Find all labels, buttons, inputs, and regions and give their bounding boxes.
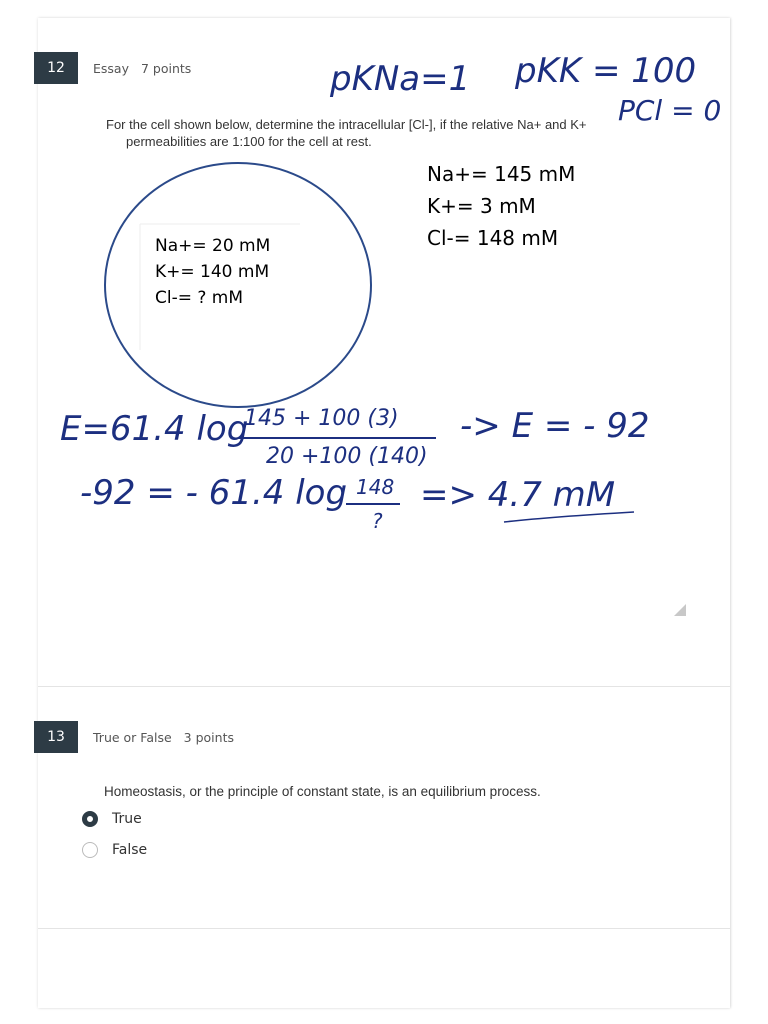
answer-option-label: False	[112, 842, 148, 858]
question-number-badge	[34, 721, 78, 753]
outside-k: K+= 3 mM	[427, 194, 536, 218]
question-type: True or False	[93, 730, 172, 745]
question-number-badge	[34, 52, 78, 84]
hw-eq1-lhs: E=61.4 log	[60, 409, 249, 449]
question-prompt-line-1: For the cell shown below, determine the intracellular [Cl-], if the relative Na+ and K+	[106, 117, 587, 132]
question-meta	[93, 730, 234, 745]
question-divider	[38, 928, 730, 929]
inside-cl: Cl-= ? mM	[155, 288, 244, 308]
hw-eq1-numerator: 145 + 100 (3)	[244, 406, 399, 431]
hw-eq1-denominator: 20 +100 (140)	[266, 444, 428, 469]
hw-pk-k: pKK = 100	[515, 51, 697, 91]
question-number: 12	[47, 60, 65, 76]
hw-pk-na: pKNa=1	[330, 59, 471, 99]
question-points: 3 points	[183, 730, 234, 745]
radio-unselected-icon[interactable]	[82, 842, 98, 858]
answer-option-true[interactable]	[82, 811, 142, 827]
quiz-card	[38, 18, 730, 1008]
outside-na: Na+= 145 mM	[427, 162, 576, 186]
question-prompt-line-2: permeabilities are 1:100 for the cell at rest.	[126, 134, 372, 149]
inside-na: Na+= 20 mM	[155, 236, 271, 256]
answer-option-false[interactable]	[82, 842, 147, 858]
question-points: 7 points	[140, 61, 192, 76]
inside-k: K+= 140 mM	[155, 262, 270, 282]
hw-eq2-lhs: -92 = - 61.4 log	[80, 473, 348, 513]
hw-p-cl: PCl = 0	[618, 94, 722, 127]
question-number: 13	[47, 729, 65, 745]
hw-eq2-denominator: ?	[372, 509, 383, 533]
question-divider	[38, 686, 730, 687]
hw-eq1-result: -> E = - 92	[460, 406, 650, 446]
resize-handle-icon[interactable]	[674, 604, 686, 616]
question-type: Essay	[93, 61, 129, 76]
hw-eq2-numerator: 148	[356, 475, 395, 499]
radio-selected-icon[interactable]	[82, 811, 98, 827]
question-meta	[93, 61, 191, 76]
question-prompt: Homeostasis, or the principle of constant state, is an equilibrium process.	[104, 784, 541, 799]
answer-option-label: True	[112, 811, 142, 827]
outside-cl: Cl-= 148 mM	[427, 226, 559, 250]
hw-eq2-result: => 4.7 mM	[420, 475, 616, 515]
